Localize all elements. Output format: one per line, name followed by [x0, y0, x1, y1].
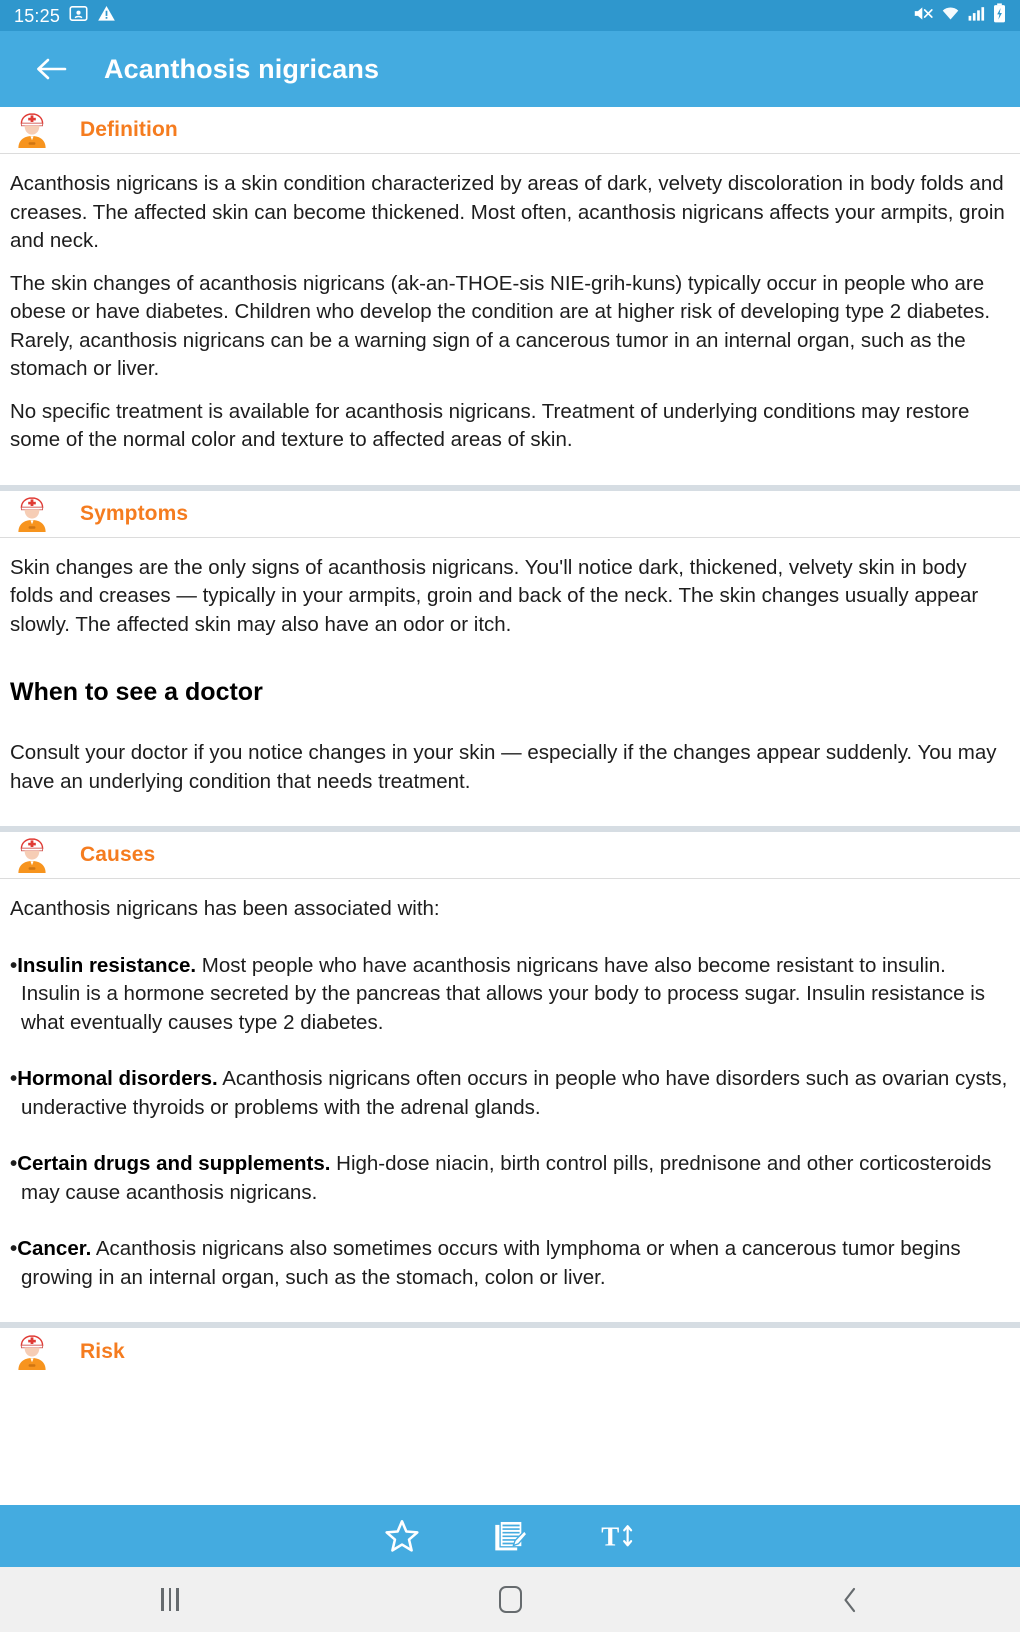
bullet-text: High-dose niacin, birth control pills, prednisone and other corticosteroids may cause acanthosis nigricans.	[21, 1152, 992, 1204]
svg-text:T: T	[601, 1521, 620, 1552]
status-bar	[0, 0, 1020, 31]
bullet-lead: Cancer.	[17, 1237, 92, 1260]
status-bar-right	[913, 3, 1007, 28]
section-title-symptoms: Symptoms	[80, 501, 189, 525]
section-body-definition	[0, 170, 1020, 455]
screenshot-icon	[69, 4, 88, 28]
section-title-risk: Risk	[80, 1339, 125, 1363]
back-button[interactable]	[28, 46, 74, 92]
list-item: •Certain drugs and supplements. High-dose niacin, birth control pills, prednisone and other corticosteroids may cause acanthosis nigricans.	[10, 1152, 992, 1204]
home-button[interactable]	[340, 1567, 680, 1632]
bullet-text: Acanthosis nigricans also sometimes occurs with lymphoma or when a cancerous tumor begins growing in an internal organ, such as the stomach, colon or liver.	[21, 1237, 961, 1289]
causes-bullet-list	[10, 952, 1010, 1293]
text-size-icon	[600, 1518, 636, 1554]
doctor-avatar-icon	[14, 836, 50, 874]
section-divider-3	[0, 1316, 1020, 1328]
section-title-definition: Definition	[80, 118, 178, 141]
symptoms-paragraph-1: Skin changes are the only signs of acanthosis nigricans. You'll notice dark, thickened, velvety skin in body folds and creases — typically in your armpits, groin and back of the neck. The skin changes usually appear slowly. The affected skin may also have an odor or itch.	[10, 555, 979, 636]
section-title-causes: Causes	[80, 843, 156, 866]
bullet-text: Most people who have acanthosis nigricans have also become resistant to insulin. Insulin is a hormone secreted by the pancreas that allows your body to process sugar. Insulin resistance is what eventually causes type 2 diabetes.	[21, 953, 986, 1034]
back-arrow-icon	[35, 55, 67, 83]
section-header-definition[interactable]	[0, 107, 1020, 154]
wifi-icon	[940, 4, 961, 28]
volume-mute-icon	[913, 4, 934, 28]
warning-icon	[97, 4, 116, 28]
list-item: •Hormonal disorders. Acanthosis nigricans often occurs in people who have disorders such as ovarian cysts, underactive thyroids or problems with the adrenal glands.	[10, 1067, 1008, 1119]
recents-button[interactable]	[0, 1567, 340, 1632]
status-clock: 15:25	[14, 5, 61, 26]
doctor-avatar-icon	[14, 111, 50, 149]
nav-back-button[interactable]	[680, 1567, 1020, 1632]
list-item: •Insulin resistance. Most people who have acanthosis nigricans have also become resistant to insulin. Insulin is a hormone secreted by the pancreas that allows your body to process sugar. Insulin resistance is what eventually causes type 2 diabetes.	[10, 953, 986, 1034]
bullet-lead: Hormonal disorders.	[17, 1067, 218, 1090]
battery-charging-icon	[992, 3, 1007, 28]
note-edit-icon	[492, 1518, 528, 1554]
bullet-lead: Certain drugs and supplements.	[17, 1152, 331, 1175]
home-icon	[499, 1586, 522, 1613]
text-size-button[interactable]	[590, 1508, 646, 1564]
recents-icon	[161, 1588, 179, 1611]
list-item: •Cancer. Acanthosis nigricans also sometimes occurs with lymphoma or when a cancerous tumor begins growing in an internal organ, such as the stomach, colon or liver.	[10, 1237, 961, 1289]
definition-paragraph-3: No specific treatment is available for acanthosis nigricans. Treatment of underlying conditions may restore some of the normal color and texture to affected areas of skin.	[10, 399, 970, 451]
bottom-toolbar	[0, 1505, 1020, 1567]
doctor-avatar-icon	[14, 495, 50, 533]
signal-bars-icon	[967, 4, 986, 28]
section-body-symptoms	[0, 554, 1020, 797]
star-icon	[384, 1518, 420, 1554]
section-divider-1	[0, 479, 1020, 491]
notes-button[interactable]	[482, 1508, 538, 1564]
bullet-lead: Insulin resistance.	[17, 953, 197, 977]
symptoms-subheading: When to see a doctor	[10, 678, 263, 706]
section-divider-2	[0, 820, 1020, 832]
status-bar-left	[14, 4, 116, 28]
bullet-text: Acanthosis nigricans often occurs in people who have disorders such as ovarian cysts, underactive thyroids or problems with the adrenal glands.	[21, 1067, 1008, 1119]
section-header-symptoms[interactable]	[0, 491, 1020, 538]
definition-paragraph-1: Acanthosis nigricans is a skin condition characterized by areas of dark, velvety discoloration in body folds and creases. The affected skin can become thickened. Most often, acanthosis nigricans affects your armpits, groin and neck.	[10, 172, 1005, 252]
section-header-causes[interactable]	[0, 832, 1020, 879]
symptoms-paragraph-2: Consult your doctor if you notice changes in your skin — especially if the changes appear suddenly. You may have an underlying condition that needs treatment.	[10, 741, 997, 793]
back-chevron-icon	[839, 1585, 861, 1615]
android-nav-bar	[0, 1567, 1020, 1632]
favorite-button[interactable]	[374, 1508, 430, 1564]
doctor-avatar-icon	[14, 1333, 50, 1371]
page-title: Acanthosis nigricans	[104, 53, 380, 84]
definition-paragraph-2: The skin changes of acanthosis nigricans (ak-an-THOE-sis NIE-grih-kuns) typically occur in people who are obese or have diabetes. Children who develop the condition are at higher risk of developing type 2 diabetes. Rarely, acanthosis nigricans can be a warning sign of a cancerous tumor in an internal organ, such as the stomach or liver.	[10, 271, 991, 380]
section-header-risk[interactable]	[0, 1328, 1020, 1375]
section-body-causes	[0, 895, 1020, 1316]
app-bar	[0, 31, 1020, 107]
article-scroll-area[interactable]	[0, 107, 1020, 1505]
causes-intro: Acanthosis nigricans has been associated with:	[10, 897, 440, 920]
